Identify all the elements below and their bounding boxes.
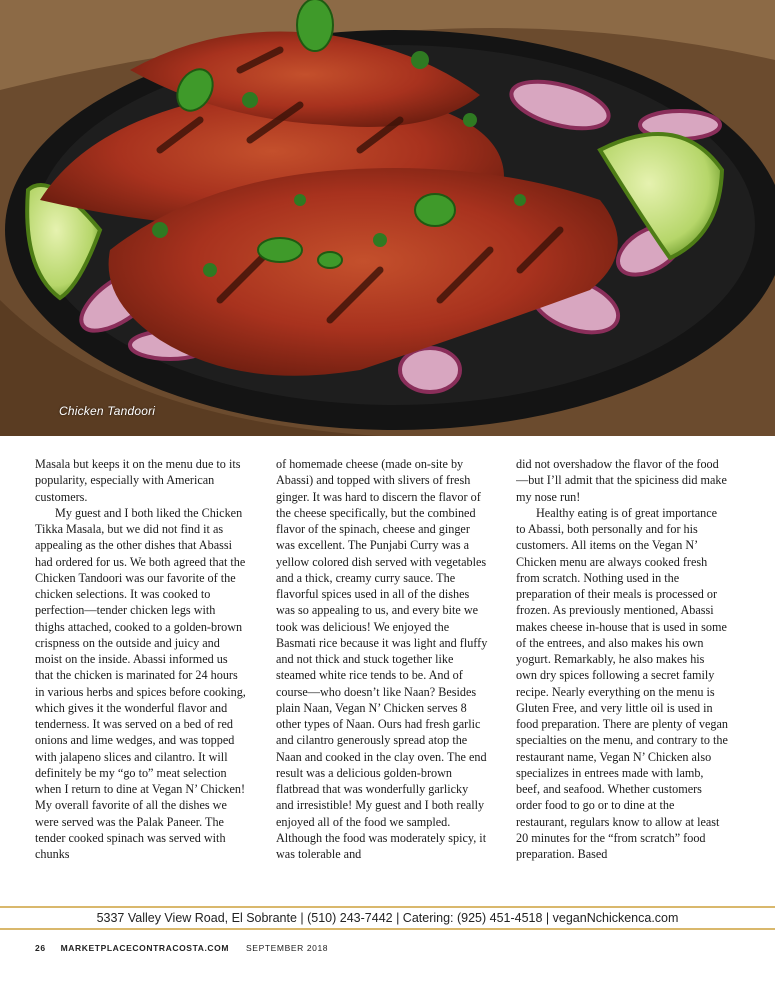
paragraph: Healthy eating is of great importance to Abassi, both personally and for his customers. All items on the Vegan N’ Chicken menu are always cooked fresh from scratch. Nothing used in the preparation of their meals is processed or frozen. As previously mentioned, Abassi makes cheese in-house that is used in some of the entrees, and also makes his own yogurt. Remarkably, he also makes his own dry spices following a secret family recipe. Nearly everything on the menu is Gluten Free, and very little oil is used in food preparation. There are plenty of vegan specialties on the menu, and contrary to the restaurant name, Vegan N’ Chicken also specializes in entrees made with lamb, beef, and seafood. Whether customers order food to go or to dine at the restaurant, regulars know to allow at least 20 minutes for the “from scratch” food preparation. Based [516, 505, 728, 861]
article-column-2 [276, 456, 488, 880]
paragraph: My guest and I both liked the Chicken Tikka Masala, but we did not find it as appealing as the other dishes that Abassi had ordered for us. We both agreed that the Chicken Tandoori was our favorite of the chicken selections. It was cooked to perfection—tender chicken legs with thighs attached, cooked to a golden-brown crispness on the outside and juicy and moist on the inside. Abassi informed us that the chicken is marinated for 24 hours in various herbs and spices before cooking, which gives it the wonderful flavor and tenderness. It was served on a bed of red onions and lime wedges, and was topped with jalapeno slices and cilantro. It will definitely be my “go to” meat selection when I return to dine at Vegan N’ Chicken! My overall favorite of all the dishes we were served was the Palak Paneer. The tender cooked spinach was served with chunks [35, 505, 246, 861]
paragraph: of homemade cheese (made on-site by Abassi) and topped with slivers of fresh ginger. It was hard to discern the flavor of the cheese specifically, but the combined flavor of the spinach, cheese and ginger was excellent. The Punjabi Curry was a yellow colored dish served with vegetables and a thick, creamy curry sauce. The flavorful spices used in all of the dishes was so appealing to us, and every bite we took was delicious! We enjoyed the Basmati rice because it was light and fluffy and not thick and stuck together like steamed white rice tends to be. And of course—who doesn’t like Naan? Besides plain Naan, Vegan N’ Chicken serves 8 other types of Naan. Ours had fresh garlic and cilantro generously spread atop the Naan and cooked in the clay oven. The end result was a delicious golden-brown flatbread that was wonderfully garlicky and irresistible! My guest and I both really enjoyed all of the food we sampled. Although the food was moderately spicy, it was tolerable and [276, 457, 488, 861]
page-number: 26 [35, 943, 46, 953]
restaurant-contact-info: 5337 Valley View Road, El Sobrante | (510) 243-7442 | Catering: (925) 451-4518 | veganNchickenca.com [96, 911, 679, 925]
magazine-website: MARKETPLACECONTRACOSTA.COM [60, 943, 230, 953]
hero-photo [0, 0, 775, 436]
paragraph: Masala but keeps it on the menu due to its popularity, especially with American customers. [35, 457, 241, 504]
issue-date: SEPTEMBER 2018 [246, 943, 329, 953]
article-column-3 [516, 456, 728, 880]
page-folio [35, 943, 328, 957]
paragraph: did not overshadow the flavor of the food—but I’ll admit that the spiciness did make my nose run! [516, 457, 727, 504]
photo-caption: Chicken Tandoori [59, 404, 156, 418]
article-column-1 [35, 456, 247, 880]
chicken-tandoori-image [0, 0, 775, 436]
